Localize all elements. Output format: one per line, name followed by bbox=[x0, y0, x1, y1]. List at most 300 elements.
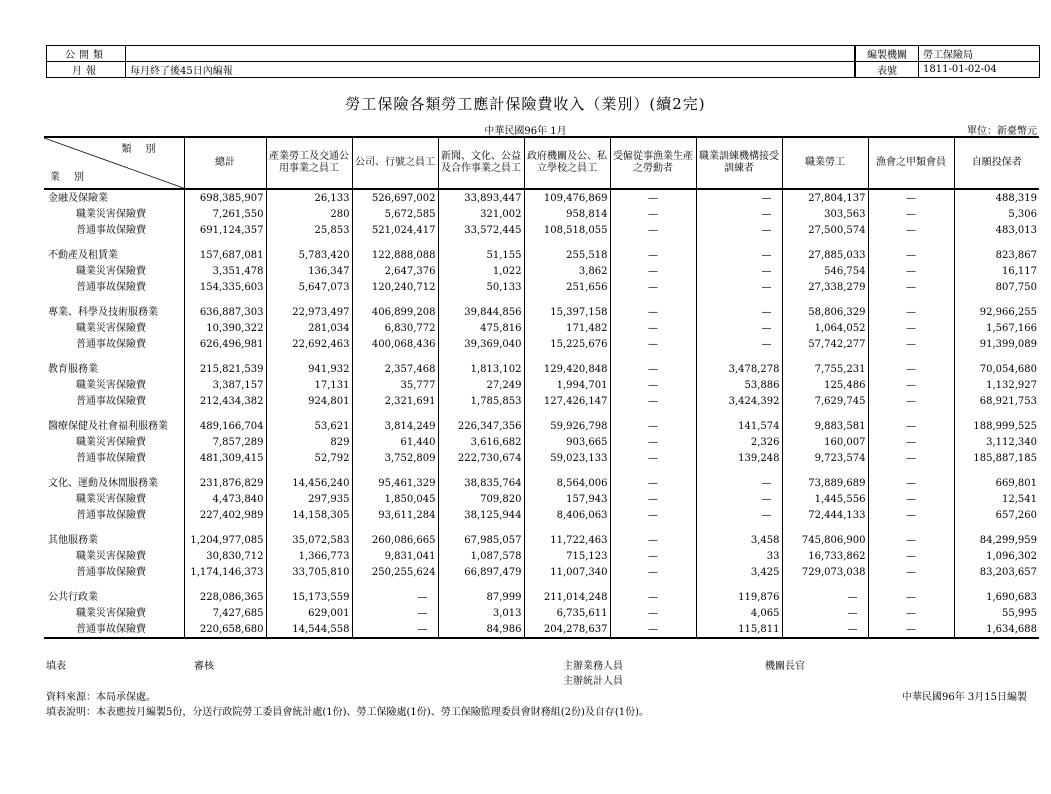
group-spacer-row bbox=[44, 523, 1039, 532]
table-cell: 489,166,704 bbox=[184, 418, 266, 434]
table-cell: 204,278,637 bbox=[524, 621, 610, 638]
table-cell: — bbox=[696, 279, 782, 295]
table-cell: 1,087,578 bbox=[438, 548, 524, 564]
table-cell: 53,621 bbox=[266, 418, 352, 434]
table-cell: 70,054,680 bbox=[954, 361, 1039, 377]
industry-name: 醫療保健及社會福利服務業 bbox=[48, 420, 168, 432]
table-cell: 35,072,583 bbox=[266, 532, 352, 548]
table-row bbox=[44, 450, 1039, 466]
spacer-cell bbox=[266, 238, 352, 247]
table-cell: 807,750 bbox=[954, 279, 1039, 295]
table-cell: — bbox=[868, 434, 954, 450]
table-cell: — bbox=[868, 247, 954, 263]
table-cell: 1,690,683 bbox=[954, 589, 1039, 605]
table-cell: 629,001 bbox=[266, 605, 352, 621]
table-cell: — bbox=[610, 548, 696, 564]
table-cell: — bbox=[610, 507, 696, 523]
table-cell: 160,007 bbox=[782, 434, 868, 450]
premium-type-name: 職業災害保險費 bbox=[76, 208, 146, 220]
table-cell: — bbox=[610, 377, 696, 393]
spacer-cell bbox=[782, 523, 868, 532]
table-cell: — bbox=[696, 189, 782, 206]
table-cell: — bbox=[696, 247, 782, 263]
table-cell: 157,687,081 bbox=[184, 247, 266, 263]
table-cell: — bbox=[782, 605, 868, 621]
table-cell: 823,867 bbox=[954, 247, 1039, 263]
table-cell: — bbox=[610, 361, 696, 377]
table-cell: 5,647,073 bbox=[266, 279, 352, 295]
spacer-cell bbox=[438, 466, 524, 475]
header-row bbox=[47, 62, 855, 78]
column-header: 職業勞工 bbox=[782, 137, 868, 189]
table-cell: — bbox=[610, 206, 696, 222]
table-cell: 17,131 bbox=[266, 377, 352, 393]
table-cell: 61,440 bbox=[352, 434, 438, 450]
statistics-officer-label: 主辦統計人員 bbox=[563, 676, 623, 687]
table-cell: 3,862 bbox=[524, 263, 610, 279]
spacer-cell bbox=[352, 409, 438, 418]
spacer-cell bbox=[696, 238, 782, 247]
table-cell: — bbox=[868, 189, 954, 206]
table-cell: 14,456,240 bbox=[266, 475, 352, 491]
spacer-cell bbox=[44, 466, 184, 475]
header-row bbox=[47, 46, 855, 62]
premium-type-name: 普通事故保險費 bbox=[76, 395, 146, 407]
industry-total-row bbox=[44, 532, 1039, 548]
industry-total-row bbox=[44, 589, 1039, 605]
spacer-cell bbox=[954, 352, 1039, 361]
table-cell: — bbox=[868, 279, 954, 295]
table-cell: — bbox=[868, 320, 954, 336]
table-row bbox=[44, 320, 1039, 336]
table-cell: 5,672,585 bbox=[352, 206, 438, 222]
table-cell: 30,830,712 bbox=[184, 548, 266, 564]
table-cell: — bbox=[868, 507, 954, 523]
table-cell: 157,943 bbox=[524, 491, 610, 507]
table-cell: 141,574 bbox=[696, 418, 782, 434]
premium-type-name: 普通事故保險費 bbox=[76, 452, 146, 464]
spacer-cell bbox=[868, 523, 954, 532]
table-cell: — bbox=[610, 589, 696, 605]
table-cell: 215,821,539 bbox=[184, 361, 266, 377]
table-cell: 1,994,701 bbox=[524, 377, 610, 393]
table-cell: 83,203,657 bbox=[954, 564, 1039, 580]
table-cell: — bbox=[868, 222, 954, 238]
table-cell: 15,173,559 bbox=[266, 589, 352, 605]
table-cell: 84,986 bbox=[438, 621, 524, 638]
table-cell: — bbox=[868, 206, 954, 222]
table-cell: 3,425 bbox=[696, 564, 782, 580]
column-header: 總計 bbox=[184, 137, 266, 189]
table-cell: 35,777 bbox=[352, 377, 438, 393]
table-cell: 127,426,147 bbox=[524, 393, 610, 409]
table-cell: 303,563 bbox=[782, 206, 868, 222]
table-cell: 39,369,040 bbox=[438, 336, 524, 352]
table-header-row bbox=[44, 137, 1039, 189]
industry-total-row bbox=[44, 475, 1039, 491]
table-row bbox=[44, 279, 1039, 295]
spacer-cell bbox=[868, 238, 954, 247]
column-header: 受僱從事漁業生產之勞動者 bbox=[610, 137, 696, 189]
table-cell: 526,697,002 bbox=[352, 189, 438, 206]
table-cell: 27,804,137 bbox=[782, 189, 868, 206]
table-cell: 220,658,680 bbox=[184, 621, 266, 638]
table-cell: 3,424,392 bbox=[696, 393, 782, 409]
table-cell: 109,476,869 bbox=[524, 189, 610, 206]
table-cell: 481,309,415 bbox=[184, 450, 266, 466]
table-cell: 9,723,574 bbox=[782, 450, 868, 466]
table-body bbox=[44, 189, 1039, 638]
table-cell: — bbox=[868, 491, 954, 507]
table-cell: 2,326 bbox=[696, 434, 782, 450]
table-cell: — bbox=[868, 377, 954, 393]
table-cell: 136,347 bbox=[266, 263, 352, 279]
table-cell: 709,820 bbox=[438, 491, 524, 507]
spacer-cell bbox=[184, 238, 266, 247]
spacer-cell bbox=[782, 295, 868, 304]
table-cell: 3,616,682 bbox=[438, 434, 524, 450]
spacer-cell bbox=[610, 352, 696, 361]
table-cell: 115,811 bbox=[696, 621, 782, 638]
industry-total-row bbox=[44, 247, 1039, 263]
table-row bbox=[44, 564, 1039, 580]
header-label: 月報 bbox=[47, 62, 126, 78]
spacer-cell bbox=[438, 409, 524, 418]
table-cell: 108,518,055 bbox=[524, 222, 610, 238]
table-cell: — bbox=[610, 450, 696, 466]
industry-total-row bbox=[44, 304, 1039, 320]
column-header: 漁會之甲類會員 bbox=[868, 137, 954, 189]
table-cell: — bbox=[610, 320, 696, 336]
compiled-date: 中華民國96年 3月15日編製 bbox=[902, 692, 1027, 703]
table-cell: 33 bbox=[696, 548, 782, 564]
filling-note: 填表說明：本表應按月編製5份，分送行政院勞工委員會統計處(1份)、勞工保險處(1份)、勞工保險監理委員會財務組(2份)及自存(1份)。 bbox=[46, 707, 650, 718]
table-cell: — bbox=[868, 393, 954, 409]
industry-name: 公共行政業 bbox=[48, 591, 98, 603]
table-cell: 7,857,289 bbox=[184, 434, 266, 450]
table-cell: 95,461,329 bbox=[352, 475, 438, 491]
table-cell: — bbox=[868, 548, 954, 564]
group-spacer-row bbox=[44, 352, 1039, 361]
corner-bottom-label: 業別 bbox=[50, 172, 98, 183]
table-cell: 3,387,157 bbox=[184, 377, 266, 393]
table-cell: 212,434,382 bbox=[184, 393, 266, 409]
unit-label: 單位：新臺幣元 bbox=[967, 126, 1037, 137]
table-cell: 488,319 bbox=[954, 189, 1039, 206]
table-cell: — bbox=[868, 564, 954, 580]
table-cell: 92,966,255 bbox=[954, 304, 1039, 320]
table-cell: 50,133 bbox=[438, 279, 524, 295]
group-spacer-row bbox=[44, 409, 1039, 418]
premium-type-name: 普通事故保險費 bbox=[44, 621, 184, 638]
table-cell: 26,133 bbox=[266, 189, 352, 206]
table-cell: — bbox=[610, 418, 696, 434]
industry-name: 其他服務業 bbox=[48, 534, 98, 546]
table-cell: 16,117 bbox=[954, 263, 1039, 279]
spacer-cell bbox=[524, 523, 610, 532]
table-cell: — bbox=[610, 189, 696, 206]
table-cell: — bbox=[696, 491, 782, 507]
industry-total-row bbox=[44, 189, 1039, 206]
table-cell: 91,399,089 bbox=[954, 336, 1039, 352]
spacer-cell bbox=[954, 409, 1039, 418]
table-cell: 188,999,525 bbox=[954, 418, 1039, 434]
spacer-cell bbox=[44, 295, 184, 304]
table-cell: 321,002 bbox=[438, 206, 524, 222]
spacer-cell bbox=[610, 523, 696, 532]
table-cell: — bbox=[782, 621, 868, 638]
table-cell: — bbox=[696, 263, 782, 279]
spacer-cell bbox=[868, 580, 954, 589]
column-header: 產業勞工及交通公用事業之員工 bbox=[266, 137, 352, 189]
header-row bbox=[856, 46, 1040, 62]
table-cell: 39,844,856 bbox=[438, 304, 524, 320]
group-spacer-row bbox=[44, 466, 1039, 475]
spacer-cell bbox=[610, 295, 696, 304]
spacer-cell bbox=[184, 295, 266, 304]
header-label: 公開類 bbox=[47, 46, 126, 62]
table-cell: — bbox=[610, 475, 696, 491]
premium-type-name: 普通事故保險費 bbox=[76, 338, 146, 350]
table-cell: 55,995 bbox=[954, 605, 1039, 621]
filler-label: 填表 bbox=[46, 661, 66, 672]
table-cell: 1,022 bbox=[438, 263, 524, 279]
table-cell: 27,338,279 bbox=[782, 279, 868, 295]
spacer-cell bbox=[352, 580, 438, 589]
industry-total-row bbox=[44, 361, 1039, 377]
table-cell: — bbox=[610, 247, 696, 263]
table-cell: 72,444,133 bbox=[782, 507, 868, 523]
column-header: 職業訓練機構接受訓練者 bbox=[696, 137, 782, 189]
table-cell: 521,024,417 bbox=[352, 222, 438, 238]
premium-type-name: 普通事故保險費 bbox=[76, 224, 146, 236]
table-cell: 483,013 bbox=[954, 222, 1039, 238]
table-cell: 546,754 bbox=[782, 263, 868, 279]
table-cell: 125,486 bbox=[782, 377, 868, 393]
table-cell: 7,755,231 bbox=[782, 361, 868, 377]
table-row bbox=[44, 434, 1039, 450]
spacer-cell bbox=[184, 409, 266, 418]
table-cell: 14,544,558 bbox=[266, 621, 352, 638]
table-cell: 51,155 bbox=[438, 247, 524, 263]
table-cell: — bbox=[610, 336, 696, 352]
spacer-cell bbox=[524, 295, 610, 304]
spacer-cell bbox=[184, 352, 266, 361]
report-date: 中華民國96年 1月 bbox=[484, 126, 567, 137]
table-cell: 38,835,764 bbox=[438, 475, 524, 491]
table-cell: 22,692,463 bbox=[266, 336, 352, 352]
table-cell: 57,742,277 bbox=[782, 336, 868, 352]
table-cell: 281,034 bbox=[266, 320, 352, 336]
table-cell: 16,733,862 bbox=[782, 548, 868, 564]
spacer-cell bbox=[610, 409, 696, 418]
industry-name: 文化、運動及休閒服務業 bbox=[48, 477, 158, 489]
spacer-cell bbox=[266, 409, 352, 418]
header-value: 勞工保險局 bbox=[919, 46, 1040, 62]
table-cell: 255,518 bbox=[524, 247, 610, 263]
spacer-cell bbox=[438, 352, 524, 361]
table-cell: 8,564,006 bbox=[524, 475, 610, 491]
table-cell: 231,876,829 bbox=[184, 475, 266, 491]
spacer-cell bbox=[438, 580, 524, 589]
table-cell: — bbox=[610, 222, 696, 238]
table-cell: — bbox=[610, 393, 696, 409]
table-cell: 9,831,041 bbox=[352, 548, 438, 564]
spacer-cell bbox=[44, 580, 184, 589]
table-cell: 87,999 bbox=[438, 589, 524, 605]
table-cell: 729,073,038 bbox=[782, 564, 868, 580]
spacer-cell bbox=[696, 523, 782, 532]
table-cell: 1,366,773 bbox=[266, 548, 352, 564]
spacer-cell bbox=[782, 466, 868, 475]
table-cell: 626,496,981 bbox=[184, 336, 266, 352]
industry-name: 金融及保險業 bbox=[48, 192, 108, 204]
table-cell: 171,482 bbox=[524, 320, 610, 336]
premium-type-name: 普通事故保險費 bbox=[76, 566, 146, 578]
table-cell: 228,086,365 bbox=[184, 589, 266, 605]
group-spacer-row bbox=[44, 295, 1039, 304]
table-cell: — bbox=[352, 589, 438, 605]
spacer-cell bbox=[44, 352, 184, 361]
table-cell: 7,629,745 bbox=[782, 393, 868, 409]
table-cell: 93,611,284 bbox=[352, 507, 438, 523]
spacer-cell bbox=[184, 523, 266, 532]
table-cell: 297,935 bbox=[266, 491, 352, 507]
spacer-cell bbox=[438, 238, 524, 247]
table-cell: 903,665 bbox=[524, 434, 610, 450]
table-row bbox=[44, 377, 1039, 393]
table-cell: 10,390,322 bbox=[184, 320, 266, 336]
table-cell: 33,705,810 bbox=[266, 564, 352, 580]
spacer-cell bbox=[954, 466, 1039, 475]
table-cell: — bbox=[352, 621, 438, 638]
spacer-cell bbox=[352, 238, 438, 247]
spacer-cell bbox=[266, 352, 352, 361]
header-label: 表號 bbox=[856, 62, 919, 78]
table-cell: 715,123 bbox=[524, 548, 610, 564]
table-cell: 119,876 bbox=[696, 589, 782, 605]
table-cell: 38,125,944 bbox=[438, 507, 524, 523]
table-cell: 6,735,611 bbox=[524, 605, 610, 621]
table-cell: 1,785,853 bbox=[438, 393, 524, 409]
premium-type-name: 職業災害保險費 bbox=[76, 607, 146, 619]
table-cell: — bbox=[868, 621, 954, 638]
table-cell: 250,255,624 bbox=[352, 564, 438, 580]
spacer-cell bbox=[438, 295, 524, 304]
table-cell: 1,064,052 bbox=[782, 320, 868, 336]
premium-type-name: 普通事故保險費 bbox=[76, 281, 146, 293]
spacer-cell bbox=[696, 295, 782, 304]
spacer-cell bbox=[868, 409, 954, 418]
table-cell: — bbox=[610, 263, 696, 279]
table-cell: 8,406,063 bbox=[524, 507, 610, 523]
spacer-cell bbox=[524, 352, 610, 361]
spacer-cell bbox=[184, 580, 266, 589]
page-title: 勞工保險各類勞工應計保險費收入（業別）(續2完) bbox=[345, 95, 706, 113]
table-cell: — bbox=[868, 450, 954, 466]
table-cell: 59,926,798 bbox=[524, 418, 610, 434]
table-row bbox=[44, 206, 1039, 222]
table-cell: 3,752,809 bbox=[352, 450, 438, 466]
table-cell: 3,478,278 bbox=[696, 361, 782, 377]
table-cell: 33,572,445 bbox=[438, 222, 524, 238]
header-left-box bbox=[46, 45, 855, 78]
spacer-cell bbox=[868, 295, 954, 304]
table-cell: 657,260 bbox=[954, 507, 1039, 523]
table-cell: — bbox=[782, 589, 868, 605]
category-corner-header bbox=[44, 137, 184, 189]
column-header: 公司、行號之員工 bbox=[352, 137, 438, 189]
table-cell: — bbox=[610, 621, 696, 638]
business-officer-label: 主辦業務人員 bbox=[563, 661, 623, 672]
table-cell: 1,204,977,085 bbox=[184, 532, 266, 548]
industry-name: 專業、科學及技術服務業 bbox=[48, 306, 158, 318]
table-cell: 27,500,574 bbox=[782, 222, 868, 238]
table-cell: 5,783,420 bbox=[266, 247, 352, 263]
table-cell: 1,850,045 bbox=[352, 491, 438, 507]
table-row bbox=[44, 491, 1039, 507]
table-cell: 52,792 bbox=[266, 450, 352, 466]
table-cell: — bbox=[868, 605, 954, 621]
spacer-cell bbox=[954, 238, 1039, 247]
table-cell: — bbox=[610, 532, 696, 548]
spacer-cell bbox=[266, 295, 352, 304]
agency-head-label: 機關長官 bbox=[765, 661, 805, 672]
spacer-cell bbox=[352, 295, 438, 304]
table-cell: 9,883,581 bbox=[782, 418, 868, 434]
table-cell: — bbox=[610, 279, 696, 295]
table-row bbox=[44, 393, 1039, 409]
table-cell: 924,801 bbox=[266, 393, 352, 409]
table-cell: 475,816 bbox=[438, 320, 524, 336]
table-row bbox=[44, 605, 1039, 621]
table-cell: — bbox=[352, 605, 438, 621]
table-cell: 251,656 bbox=[524, 279, 610, 295]
table-cell: 139,248 bbox=[696, 450, 782, 466]
table-cell: — bbox=[696, 475, 782, 491]
premium-type-name: 職業災害保險費 bbox=[76, 379, 146, 391]
spacer-cell bbox=[352, 466, 438, 475]
table-cell: 1,634,688 bbox=[954, 621, 1039, 638]
table-cell: 27,885,033 bbox=[782, 247, 868, 263]
table-cell: 66,897,479 bbox=[438, 564, 524, 580]
table-cell: 1,096,302 bbox=[954, 548, 1039, 564]
table-cell: — bbox=[868, 263, 954, 279]
header-label: 編製機關 bbox=[856, 46, 919, 62]
spacer-cell bbox=[696, 580, 782, 589]
table-cell: — bbox=[610, 304, 696, 320]
table-cell: 222,730,674 bbox=[438, 450, 524, 466]
table-row bbox=[44, 507, 1039, 523]
table-cell: 59,023,133 bbox=[524, 450, 610, 466]
table-cell: — bbox=[696, 304, 782, 320]
table-cell: 73,889,689 bbox=[782, 475, 868, 491]
table-cell: 1,174,146,373 bbox=[184, 564, 266, 580]
group-spacer-row bbox=[44, 238, 1039, 247]
table-cell: 120,240,712 bbox=[352, 279, 438, 295]
table-cell: 1,132,927 bbox=[954, 377, 1039, 393]
spacer-cell bbox=[868, 352, 954, 361]
table-row bbox=[44, 621, 1039, 638]
spacer-cell bbox=[44, 523, 184, 532]
table-cell: — bbox=[696, 336, 782, 352]
table-cell: — bbox=[868, 304, 954, 320]
table-cell: — bbox=[868, 475, 954, 491]
table-cell: 3,112,340 bbox=[954, 434, 1039, 450]
table-cell: 406,899,208 bbox=[352, 304, 438, 320]
premium-type-name: 職業災害保險費 bbox=[76, 436, 146, 448]
header-value bbox=[126, 46, 855, 62]
